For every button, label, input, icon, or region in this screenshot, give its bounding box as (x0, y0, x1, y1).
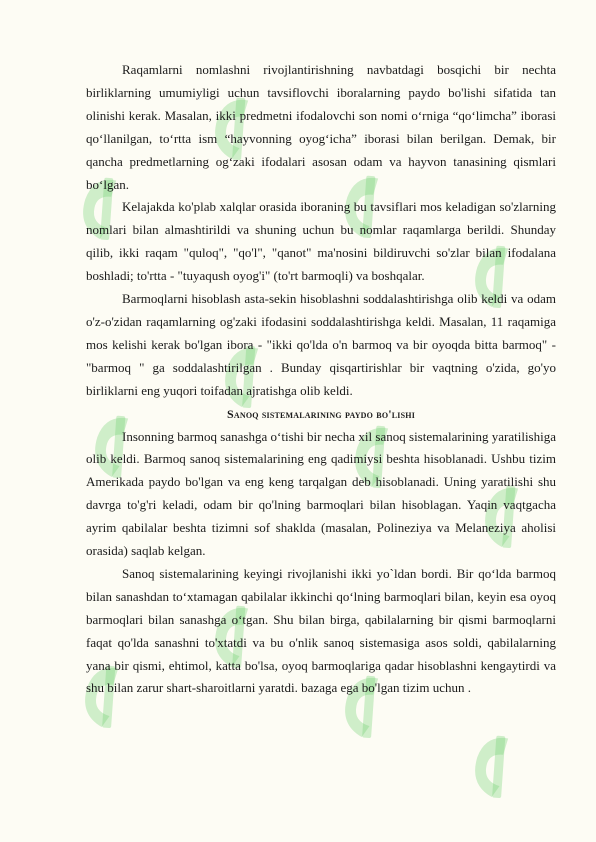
paragraph: Kelajakda ko'plab xalqlar orasida iboraning bu tavsiflari mos keladigan so'zlarning nomlari bilan almashtirildi va shuning uchun bu nomlar raqamlarga berildi. Shunday qilib, ikki raqam "quloq", "qo'l", "qanot" ma'nosini bildiruvchi so'zlar bilan ifodalana boshladi; to'rtta - "tuyaqush oyog'i" (to'rt barmoqli) va boshqalar. (86, 199, 556, 284)
paragraph: Sanoq sistemalarining keyingi rivojlanishi ikki yo`ldan bordi. Bir qo‘lda barmoq bilan sanashdan to‘xtamagan qabilalar ikkinchi qo‘lning barmoqlari bilan, keyin esa oyoq barmoqlari bilan sanashga o‘tgan. Shu bilan birga, qabilalarning bir qismi barmoqlarni faqat qo'lda sanashni to'xtatdi va bu o'nlik sanoq sistemasiga asos soldi, qabilalarning yana bir qismi, ehtimol, katta bo'lsa, oyoq barmoqlariga qadar hisoblashni kengaytirdi va shu bilan zarur shart-sharoitlarni yaratdi. bazaga ega bo'lgan tizim uchun . (86, 565, 556, 696)
watermark-icon (462, 731, 531, 804)
document-body (86, 59, 556, 700)
paragraph: Barmoqlarni hisoblash asta-sekin hisoblashni soddalashtirishga olib keldi va odam o'z-o'zidan raqamlarning og'zaki ifodasini soddalashtirishga keldi. Masalan, 11 raqamiga mos kelishi kerak bo'lgan ibora - "ikki qo'lda o'n barmoq va bir oyoqda bitta barmoq" - "barmoq " ga soddalashtirilgan . Bunday qisqartirishlar bir vaqtning o'zida, go'yo birliklarni eng yuqori toifadan ajratishga olib keldi. (86, 291, 556, 398)
paragraph: Raqamlarni nomlashni rivojlantirishning navbatdagi bosqichi bir nechta birliklarning umumiyligi uchun tavsiflovchi iboralarning paydo bo'lishi sifatida tan olinishi kerak. Masalan, ikki predmetni ifodalovchi son nomi o‘rniga “qo‘limcha” iborasi qo‘llanilgan, to‘rtta ism “hayvonning oyog‘icha” iborasi bilan berilgan. Demak, bir qancha predmetlarning og‘zaki ifodalari asosan odam va hayvon tanasining qismlari bo‘lgan. (86, 62, 556, 192)
section-heading: Sanoq sistemalarining paydo bo'lishi (226, 406, 416, 421)
paragraph: Insonning barmoq sanashga o‘tishi bir necha xil sanoq sistemalarining yaratilishiga olib keldi. Barmoq sanoq sistemalarining eng qadimiysi beshta hisoblanadi. Ushbu tizim Amerikada paydo bo'lgan va eng keng tarqalgan deb hisoblanadi. Uning yaratilishi shu davrga to'g'ri keladi, odam bir qo'lning barmoqlari bilan hisoblagan. Yaqin vaqtgacha ayrim qabilalar beshta tizimni sof shaklda (masalan, Polineziya va Melaneziya aholisi orasida) saqlab kelgan. (86, 428, 556, 559)
